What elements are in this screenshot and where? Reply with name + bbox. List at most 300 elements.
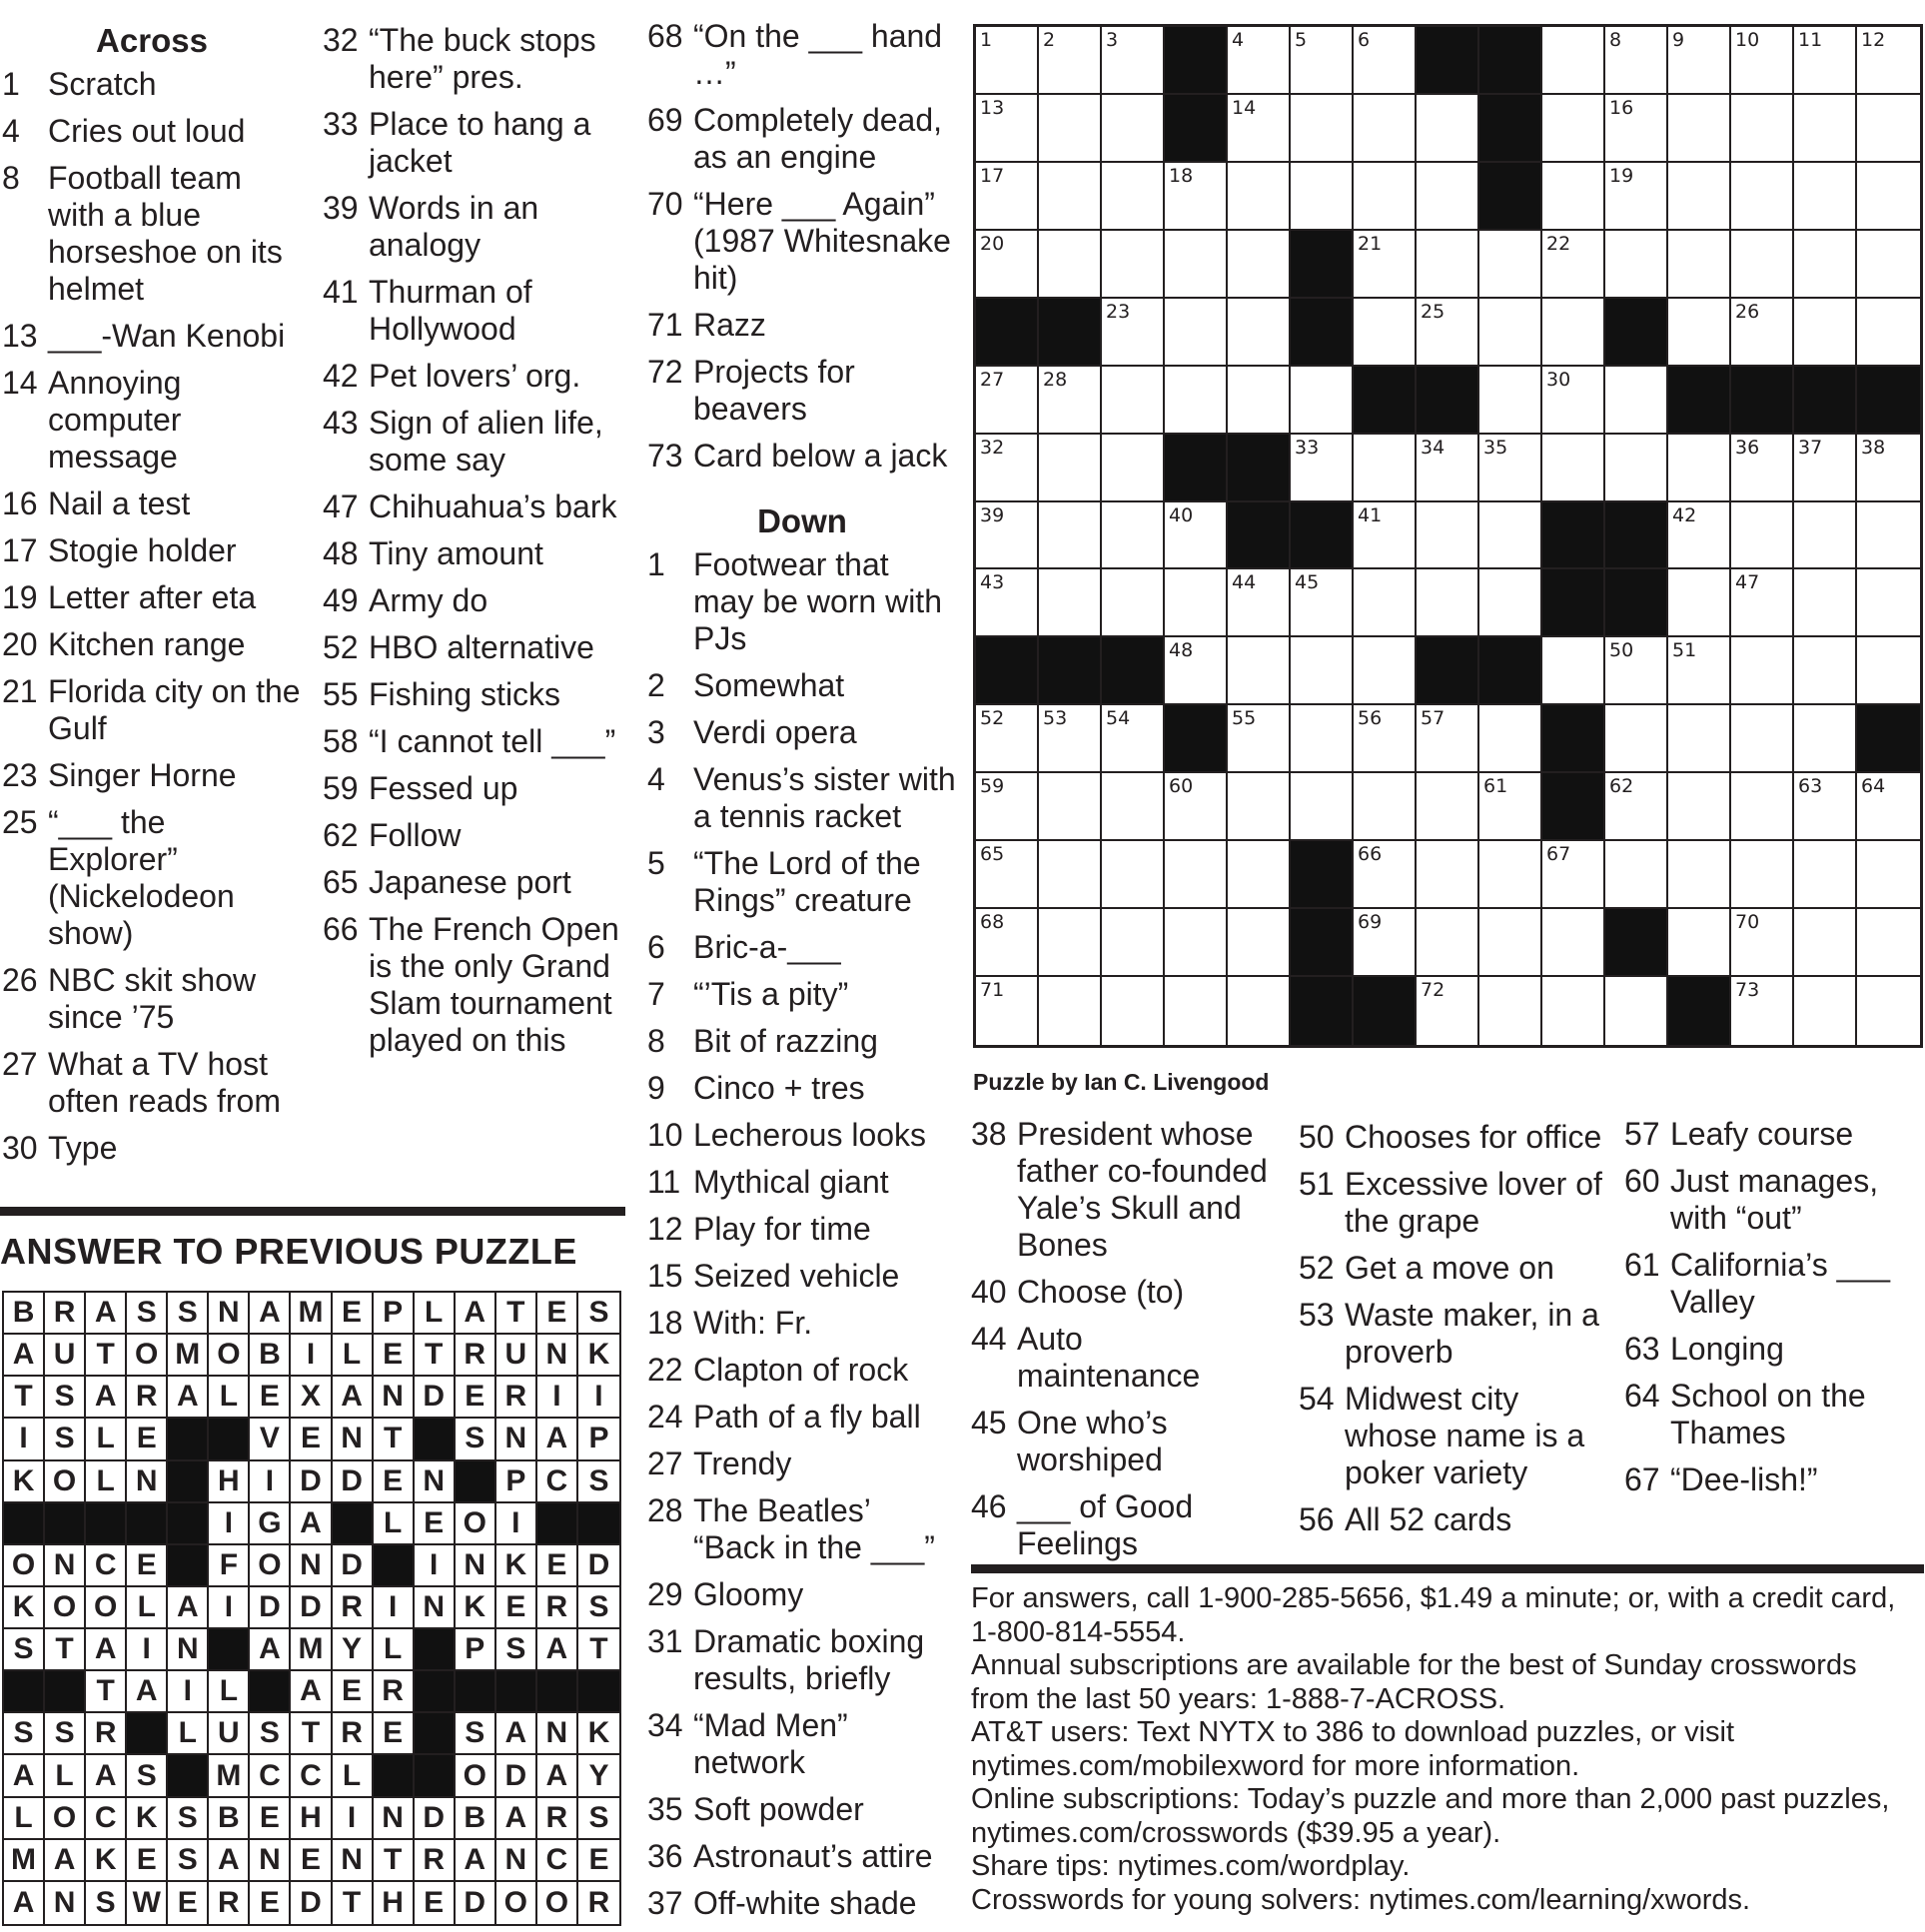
- clue-number: 3: [647, 714, 665, 750]
- answer-letter: E: [250, 1377, 291, 1419]
- grid-cell[interactable]: [976, 27, 1039, 95]
- grid-cell[interactable]: [1668, 435, 1731, 502]
- clue-number: 56: [1299, 1501, 1335, 1537]
- clue-number: 6: [647, 929, 665, 965]
- grid-cell[interactable]: [1228, 231, 1291, 299]
- grid-cell[interactable]: [1417, 977, 1479, 1045]
- grid-cell[interactable]: [1668, 773, 1731, 841]
- grid-cell[interactable]: [1291, 163, 1354, 231]
- answer-letter: S: [578, 1293, 619, 1335]
- grid-cell[interactable]: [1479, 705, 1542, 773]
- grid-cell[interactable]: [976, 841, 1039, 909]
- grid-cell[interactable]: [1228, 637, 1291, 705]
- clue-text: Leafy course: [1670, 1116, 1854, 1152]
- grid-cell[interactable]: [1354, 569, 1417, 637]
- cell-number: 41: [1358, 503, 1383, 526]
- grid-cell[interactable]: [1542, 299, 1605, 367]
- cell-number: 65: [980, 843, 1005, 866]
- crossword-grid[interactable]: [973, 24, 1923, 1048]
- answer-letter: N: [333, 1840, 374, 1882]
- grid-block: [1291, 502, 1354, 570]
- grid-cell[interactable]: [1794, 163, 1857, 231]
- cell-number: 3: [1106, 29, 1119, 51]
- answer-letter: L: [415, 1293, 456, 1335]
- grid-cell[interactable]: [1039, 27, 1102, 95]
- grid-cell[interactable]: [976, 773, 1039, 841]
- grid-cell[interactable]: [1354, 637, 1417, 705]
- answer-block: [250, 1671, 291, 1713]
- grid-cell[interactable]: [1039, 163, 1102, 231]
- grid-cell[interactable]: [1102, 705, 1165, 773]
- grid-cell[interactable]: [1794, 502, 1857, 570]
- grid-cell[interactable]: [976, 163, 1039, 231]
- cell-number: 20: [980, 232, 1005, 255]
- grid-cell[interactable]: [1794, 841, 1857, 909]
- clue-text: One who’s worshiped: [1017, 1405, 1168, 1477]
- grid-cell[interactable]: [1794, 977, 1857, 1045]
- grid-cell[interactable]: [1039, 231, 1102, 299]
- grid-cell[interactable]: [1354, 773, 1417, 841]
- grid-cell[interactable]: [1039, 705, 1102, 773]
- answer-letter: O: [209, 1335, 250, 1377]
- divider-right: [971, 1564, 1924, 1573]
- answer-letter: I: [578, 1377, 619, 1419]
- answer-letter: R: [537, 1587, 578, 1629]
- grid-cell[interactable]: [976, 569, 1039, 637]
- grid-cell[interactable]: [1479, 299, 1542, 367]
- grid-cell[interactable]: [1479, 231, 1542, 299]
- clue-number: 48: [323, 535, 359, 571]
- grid-cell[interactable]: [1354, 27, 1417, 95]
- grid-cell[interactable]: [1291, 773, 1354, 841]
- grid-block: [1165, 705, 1228, 773]
- grid-cell[interactable]: [1354, 95, 1417, 163]
- answer-letter: E: [333, 1293, 374, 1335]
- grid-cell[interactable]: [1228, 367, 1291, 435]
- grid-cell[interactable]: [1605, 705, 1668, 773]
- grid-cell[interactable]: [1228, 841, 1291, 909]
- footer-line: Crosswords for young solvers: nytimes.com/learning/xwords.: [971, 1883, 1751, 1916]
- grid-cell[interactable]: [1731, 841, 1794, 909]
- grid-cell[interactable]: [1417, 502, 1479, 570]
- grid-cell[interactable]: [1228, 773, 1291, 841]
- grid-cell[interactable]: [1165, 163, 1228, 231]
- answer-letter: N: [374, 1798, 415, 1840]
- grid-cell[interactable]: [1165, 502, 1228, 570]
- clue-item: [647, 18, 957, 92]
- grid-cell[interactable]: [1794, 569, 1857, 637]
- grid-cell[interactable]: [1605, 163, 1668, 231]
- grid-cell[interactable]: [1102, 231, 1165, 299]
- grid-cell[interactable]: [1228, 95, 1291, 163]
- grid-cell[interactable]: [1668, 841, 1731, 909]
- grid-cell[interactable]: [1542, 909, 1605, 977]
- grid-cell[interactable]: [1102, 909, 1165, 977]
- cell-number: 68: [980, 911, 1005, 934]
- grid-cell[interactable]: [1354, 705, 1417, 773]
- grid-cell[interactable]: [1731, 909, 1794, 977]
- grid-cell[interactable]: [1417, 299, 1479, 367]
- grid-cell[interactable]: [1731, 27, 1794, 95]
- grid-block: [1354, 977, 1417, 1045]
- grid-cell[interactable]: [1102, 299, 1165, 367]
- grid-cell[interactable]: [1668, 27, 1731, 95]
- answer-letter: K: [4, 1587, 45, 1629]
- grid-cell[interactable]: [1731, 977, 1794, 1045]
- clue-item: [2, 1130, 302, 1167]
- grid-cell[interactable]: [1794, 231, 1857, 299]
- grid-cell[interactable]: [1291, 569, 1354, 637]
- answer-letter: O: [496, 1882, 537, 1924]
- grid-cell[interactable]: [1479, 502, 1542, 570]
- answer-letter: T: [45, 1629, 86, 1671]
- grid-cell[interactable]: [1417, 909, 1479, 977]
- clue-number: 43: [323, 405, 359, 441]
- answer-letter: E: [291, 1419, 332, 1460]
- grid-cell[interactable]: [1228, 299, 1291, 367]
- grid-cell[interactable]: [1542, 231, 1605, 299]
- grid-cell[interactable]: [976, 977, 1039, 1045]
- grid-cell[interactable]: [1542, 977, 1605, 1045]
- clue-item: [647, 1446, 957, 1482]
- grid-cell[interactable]: [976, 502, 1039, 570]
- grid-cell[interactable]: [1417, 435, 1479, 502]
- clue-item: [647, 667, 957, 704]
- grid-cell[interactable]: [1228, 909, 1291, 977]
- footer-line: Annual subscriptions are available for the best of Sunday crosswords from the last 50 years: 1-888-7-ACROSS.: [971, 1649, 1857, 1715]
- grid-cell[interactable]: [1668, 299, 1731, 367]
- grid-cell[interactable]: [1039, 773, 1102, 841]
- grid-cell[interactable]: [1542, 95, 1605, 163]
- grid-cell[interactable]: [1731, 231, 1794, 299]
- grid-cell[interactable]: [976, 95, 1039, 163]
- clue-item: [323, 864, 622, 901]
- grid-cell[interactable]: [1542, 367, 1605, 435]
- grid-cell[interactable]: [1731, 435, 1794, 502]
- answer-block: [4, 1671, 45, 1713]
- grid-cell[interactable]: [1668, 569, 1731, 637]
- clue-number: 1: [647, 546, 665, 582]
- grid-cell[interactable]: [1857, 163, 1920, 231]
- grid-cell[interactable]: [1794, 637, 1857, 705]
- grid-cell[interactable]: [1794, 27, 1857, 95]
- cell-number: 67: [1546, 843, 1571, 866]
- clue-text: Clapton of rock: [693, 1352, 909, 1388]
- cell-number: 43: [980, 571, 1005, 594]
- grid-cell[interactable]: [1039, 977, 1102, 1045]
- answer-block: [537, 1503, 578, 1545]
- answer-letter: N: [127, 1461, 168, 1503]
- clue-text: Words in an analogy: [369, 190, 539, 263]
- cell-number: 23: [1106, 300, 1131, 323]
- clue-item: [647, 1023, 957, 1060]
- clue-text: Path of a fly ball: [693, 1399, 921, 1435]
- grid-cell[interactable]: [1605, 773, 1668, 841]
- grid-cell[interactable]: [1857, 637, 1920, 705]
- grid-cell[interactable]: [1354, 231, 1417, 299]
- grid-cell[interactable]: [1794, 95, 1857, 163]
- grid-cell[interactable]: [1857, 841, 1920, 909]
- grid-cell[interactable]: [1605, 977, 1668, 1045]
- grid-cell[interactable]: [1291, 435, 1354, 502]
- clue-text: Mythical giant: [693, 1164, 889, 1200]
- grid-cell[interactable]: [1794, 773, 1857, 841]
- answer-letter: R: [209, 1882, 250, 1924]
- clue-number: 23: [2, 757, 38, 793]
- grid-cell[interactable]: [1479, 569, 1542, 637]
- clue-text: Excessive lover of the grape: [1345, 1166, 1602, 1239]
- grid-cell[interactable]: [1731, 502, 1794, 570]
- grid-cell[interactable]: [1039, 569, 1102, 637]
- grid-cell[interactable]: [1605, 637, 1668, 705]
- grid-cell[interactable]: [1668, 502, 1731, 570]
- grid-cell[interactable]: [1794, 909, 1857, 977]
- answer-letter: E: [415, 1882, 456, 1924]
- grid-cell[interactable]: [1228, 569, 1291, 637]
- grid-cell[interactable]: [1039, 909, 1102, 977]
- grid-cell[interactable]: [1417, 163, 1479, 231]
- grid-cell[interactable]: [1731, 773, 1794, 841]
- grid-cell[interactable]: [1605, 435, 1668, 502]
- grid-cell[interactable]: [1228, 163, 1291, 231]
- grid-cell[interactable]: [1668, 95, 1731, 163]
- grid-cell[interactable]: [1857, 977, 1920, 1045]
- grid-cell[interactable]: [1731, 299, 1794, 367]
- answer-letter: C: [537, 1840, 578, 1882]
- grid-cell[interactable]: [1857, 773, 1920, 841]
- clue-item: [647, 1623, 957, 1697]
- grid-cell[interactable]: [1354, 163, 1417, 231]
- grid-cell[interactable]: [1417, 841, 1479, 909]
- grid-cell[interactable]: [1165, 773, 1228, 841]
- grid-cell[interactable]: [1479, 435, 1542, 502]
- clue-item: [2, 318, 302, 355]
- grid-cell[interactable]: [1857, 569, 1920, 637]
- grid-cell[interactable]: [1102, 27, 1165, 95]
- grid-cell[interactable]: [1857, 435, 1920, 502]
- grid-cell[interactable]: [1102, 569, 1165, 637]
- clue-number: 28: [647, 1492, 683, 1528]
- grid-cell[interactable]: [1605, 367, 1668, 435]
- answer-letter: F: [209, 1545, 250, 1587]
- grid-cell[interactable]: [1102, 95, 1165, 163]
- grid-cell[interactable]: [1102, 502, 1165, 570]
- clue-text: Longing: [1670, 1331, 1784, 1367]
- clue-item: [647, 1117, 957, 1154]
- grid-cell[interactable]: [1668, 163, 1731, 231]
- grid-block: [1165, 435, 1228, 502]
- clue-number: 7: [647, 976, 665, 1012]
- clue-text: Annoying computer message: [48, 365, 182, 475]
- cell-number: 4: [1232, 29, 1245, 51]
- answer-block: [456, 1671, 496, 1713]
- grid-block: [1479, 637, 1542, 705]
- answer-letter: T: [374, 1419, 415, 1460]
- grid-cell[interactable]: [1039, 367, 1102, 435]
- grid-cell[interactable]: [1165, 569, 1228, 637]
- answer-letter: I: [168, 1671, 209, 1713]
- clue-item: [647, 1791, 957, 1828]
- grid-cell[interactable]: [1479, 841, 1542, 909]
- answer-letter: K: [127, 1798, 168, 1840]
- answer-letter: T: [333, 1882, 374, 1924]
- grid-cell[interactable]: [1102, 977, 1165, 1045]
- grid-cell[interactable]: [976, 231, 1039, 299]
- grid-cell[interactable]: [1102, 773, 1165, 841]
- grid-cell[interactable]: [1731, 637, 1794, 705]
- answer-letter: L: [4, 1798, 45, 1840]
- clue-text: What a TV host often reads from: [48, 1046, 281, 1119]
- grid-cell[interactable]: [1354, 841, 1417, 909]
- grid-cell[interactable]: [1291, 367, 1354, 435]
- answer-letter: L: [168, 1713, 209, 1755]
- grid-cell[interactable]: [1165, 637, 1228, 705]
- grid-cell[interactable]: [1479, 909, 1542, 977]
- answer-letter: A: [496, 1798, 537, 1840]
- grid-cell[interactable]: [1039, 502, 1102, 570]
- answer-letter: K: [578, 1713, 619, 1755]
- cell-number: 55: [1232, 707, 1257, 730]
- answer-letter: D: [250, 1587, 291, 1629]
- grid-cell[interactable]: [1542, 163, 1605, 231]
- grid-cell[interactable]: [1857, 299, 1920, 367]
- grid-cell[interactable]: [1479, 367, 1542, 435]
- answer-letter: E: [127, 1840, 168, 1882]
- answer-letter: R: [537, 1798, 578, 1840]
- grid-cell[interactable]: [1102, 367, 1165, 435]
- grid-cell[interactable]: [1165, 299, 1228, 367]
- grid-cell[interactable]: [1857, 95, 1920, 163]
- grid-cell[interactable]: [1102, 435, 1165, 502]
- answer-letter: I: [209, 1503, 250, 1545]
- grid-cell[interactable]: [976, 705, 1039, 773]
- clue-number: 21: [2, 673, 38, 709]
- grid-cell[interactable]: [1354, 502, 1417, 570]
- grid-cell[interactable]: [1228, 977, 1291, 1045]
- grid-cell[interactable]: [1165, 977, 1228, 1045]
- grid-cell[interactable]: [1668, 909, 1731, 977]
- cell-number: 40: [1169, 503, 1194, 526]
- cell-number: 1: [980, 29, 993, 51]
- grid-block: [1479, 27, 1542, 95]
- grid-cell[interactable]: [1668, 231, 1731, 299]
- grid-cell[interactable]: [1542, 637, 1605, 705]
- grid-cell[interactable]: [1354, 299, 1417, 367]
- grid-cell[interactable]: [1165, 841, 1228, 909]
- grid-cell[interactable]: [976, 367, 1039, 435]
- grid-cell[interactable]: [1479, 773, 1542, 841]
- grid-cell[interactable]: [1605, 27, 1668, 95]
- grid-cell[interactable]: [1417, 705, 1479, 773]
- grid-cell[interactable]: [1794, 705, 1857, 773]
- answer-letter: E: [168, 1882, 209, 1924]
- grid-cell[interactable]: [1102, 163, 1165, 231]
- answer-block: [127, 1503, 168, 1545]
- clue-number: 1: [2, 66, 20, 102]
- grid-cell[interactable]: [1668, 637, 1731, 705]
- grid-cell[interactable]: [1291, 95, 1354, 163]
- clue-item: [2, 626, 302, 663]
- grid-cell[interactable]: [1291, 705, 1354, 773]
- grid-cell[interactable]: [1291, 637, 1354, 705]
- grid-cell[interactable]: [1039, 435, 1102, 502]
- answer-block: [168, 1755, 209, 1797]
- clue-text: Just manages, with “out”: [1670, 1163, 1879, 1236]
- grid-block: [1228, 435, 1291, 502]
- grid-cell[interactable]: [1165, 231, 1228, 299]
- clue-number: 52: [1299, 1250, 1335, 1286]
- grid-cell[interactable]: [1417, 569, 1479, 637]
- grid-cell[interactable]: [1605, 95, 1668, 163]
- grid-cell[interactable]: [1542, 27, 1605, 95]
- grid-cell[interactable]: [1354, 435, 1417, 502]
- clue-text: “Mad Men” network: [693, 1707, 848, 1780]
- cell-number: 64: [1861, 775, 1886, 798]
- clue-text: “On the ___ hand …”: [693, 18, 943, 91]
- grid-cell[interactable]: [1039, 841, 1102, 909]
- grid-cell[interactable]: [1857, 909, 1920, 977]
- grid-cell[interactable]: [1165, 367, 1228, 435]
- grid-cell[interactable]: [976, 435, 1039, 502]
- grid-cell[interactable]: [1794, 299, 1857, 367]
- grid-cell[interactable]: [1857, 231, 1920, 299]
- grid-cell[interactable]: [1354, 909, 1417, 977]
- grid-cell[interactable]: [1228, 27, 1291, 95]
- grid-cell[interactable]: [1731, 705, 1794, 773]
- clue-text: California’s ___ Valley: [1670, 1247, 1890, 1320]
- grid-cell[interactable]: [1228, 705, 1291, 773]
- grid-cell[interactable]: [1605, 841, 1668, 909]
- grid-cell[interactable]: [1479, 977, 1542, 1045]
- answer-block: [415, 1629, 456, 1671]
- clue-text: Somewhat: [693, 667, 845, 703]
- grid-cell[interactable]: [1668, 705, 1731, 773]
- clue-text: Trendy: [693, 1446, 792, 1481]
- cell-number: 39: [980, 503, 1005, 526]
- answer-letter: R: [415, 1840, 456, 1882]
- answer-letter: I: [127, 1629, 168, 1671]
- grid-cell[interactable]: [976, 909, 1039, 977]
- grid-cell[interactable]: [1039, 95, 1102, 163]
- grid-cell[interactable]: [1794, 435, 1857, 502]
- clue-text: “___ the Explorer” (Nickelodeon show): [48, 804, 235, 951]
- grid-cell[interactable]: [1605, 231, 1668, 299]
- clue-text: Tiny amount: [369, 535, 543, 571]
- clue-text: The French Open is the only Grand Slam tournament played on this: [369, 911, 619, 1058]
- answer-block: [537, 1671, 578, 1713]
- answer-letter: E: [415, 1503, 456, 1545]
- answer-letter: O: [456, 1503, 496, 1545]
- grid-cell[interactable]: [1731, 95, 1794, 163]
- clue-number: 4: [647, 761, 665, 797]
- grid-cell[interactable]: [1291, 27, 1354, 95]
- grid-cell[interactable]: [1731, 569, 1794, 637]
- answer-block: [127, 1713, 168, 1755]
- grid-cell[interactable]: [1542, 841, 1605, 909]
- grid-cell[interactable]: [1857, 27, 1920, 95]
- grid-cell[interactable]: [1857, 502, 1920, 570]
- grid-cell[interactable]: [1417, 773, 1479, 841]
- grid-cell[interactable]: [1417, 231, 1479, 299]
- grid-cell[interactable]: [1417, 95, 1479, 163]
- grid-cell[interactable]: [1542, 435, 1605, 502]
- grid-cell[interactable]: [1731, 163, 1794, 231]
- answer-letter: A: [537, 1419, 578, 1460]
- cell-number: 5: [1295, 29, 1308, 51]
- grid-cell[interactable]: [1165, 909, 1228, 977]
- grid-cell[interactable]: [1102, 841, 1165, 909]
- answer-letter: T: [578, 1629, 619, 1671]
